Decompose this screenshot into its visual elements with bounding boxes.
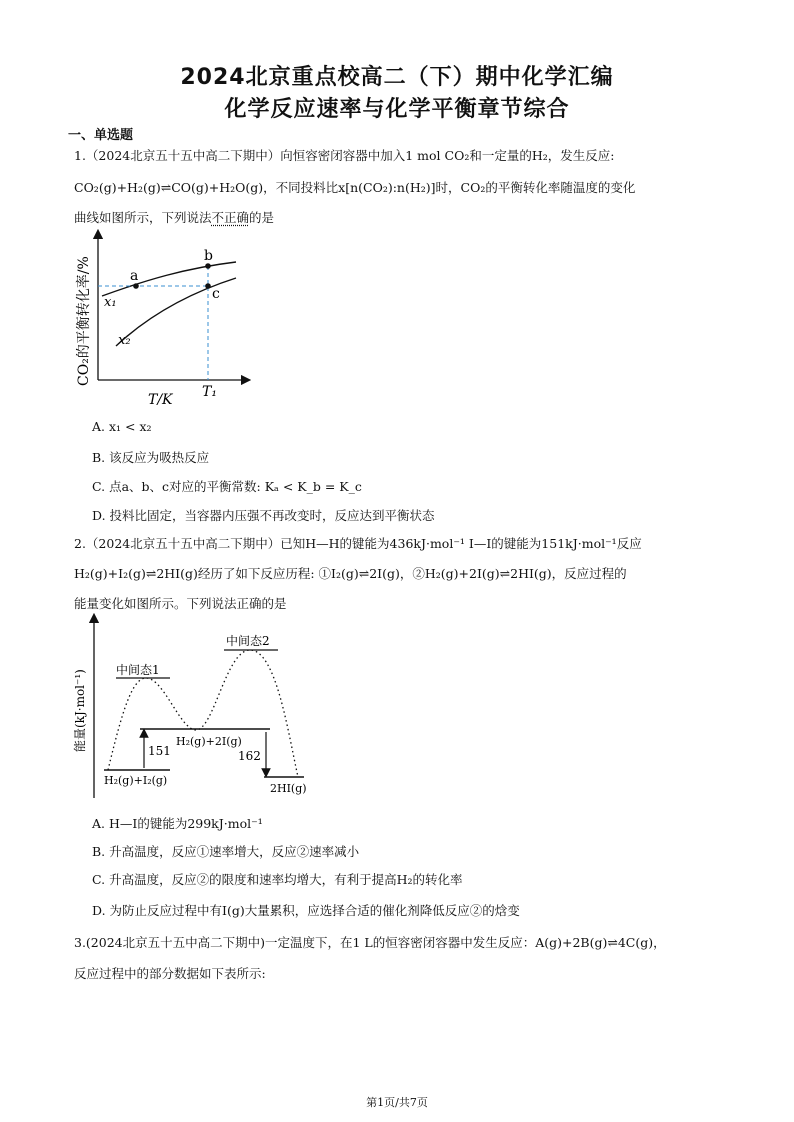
q1-x-axis-label: T/K <box>148 392 173 408</box>
q2-y-axis-label: 能量(kJ·mol⁻¹) <box>73 669 87 752</box>
q2-mid-state-label: H₂(g)+2I(g) <box>176 735 242 748</box>
q2-option-d[interactable]: D. 为防止反应过程中有I(g)大量累积，应选择合适的催化剂降低反应②的焓变 <box>92 903 520 918</box>
q1-option-c[interactable]: C. 点a、b、c对应的平衡常数: Kₐ < K_b = K_c <box>92 479 362 494</box>
q1-line1: 1.（2024北京五十五中高二下期中）向恒容密闭容器中加入1 mol CO₂和一定量的H₂，发生反应: <box>74 148 615 163</box>
q1-point-b <box>205 263 211 269</box>
q1-option-b[interactable]: B. 该反应为吸热反应 <box>92 450 210 465</box>
q2-option-a[interactable]: A. H—I的键能为299kJ·mol⁻¹ <box>92 816 263 831</box>
q2-ts2-label: 中间态2 <box>226 634 270 648</box>
q2-delta2-label: 162 <box>238 749 261 763</box>
document-title-line1: 2024北京重点校高二（下）期中化学汇编 <box>180 65 614 90</box>
q1-t1-label: T₁ <box>202 384 217 400</box>
q1-label-x2: x₂ <box>118 333 131 348</box>
document-title-line2: 化学反应速率与化学平衡章节综合 <box>224 97 570 122</box>
q1-line3-pre: 曲线如图所示，下列说法 <box>74 210 212 225</box>
q1-line3-emphasis: 不正确 <box>211 210 250 225</box>
q1-point-c <box>205 283 211 289</box>
q2-line3: 能量变化如图所示。下列说法正确的是 <box>74 596 287 611</box>
q2-end-state-label: 2HI(g) <box>270 782 307 795</box>
q1-line3 <box>74 208 274 226</box>
q1-line2: CO₂(g)+H₂(g)⇌CO(g)+H₂O(g)，不同投料比x[n(CO₂):n(H₂)]时，CO₂的平衡转化率随温度的变化 <box>74 180 636 195</box>
q2-line1: 2.（2024北京五十五中高二下期中）已知H—H的键能为436kJ·mol⁻¹ I—I的键能为151kJ·mol⁻¹反应 <box>74 536 642 551</box>
page-footer: 第1页/共7页 <box>366 1096 428 1109</box>
q1-label-c: c <box>212 286 220 302</box>
q2-ts1-label: 中间态1 <box>116 663 160 677</box>
q1-point-a <box>133 283 139 289</box>
q1-line3-post: 的是 <box>249 210 275 225</box>
q3-line2: 反应过程中的部分数据如下表所示: <box>74 966 266 981</box>
q1-option-d[interactable]: D. 投料比固定，当容器内压强不再改变时，反应达到平衡状态 <box>92 508 435 523</box>
q3-line1: 3.(2024北京五十五中高二下期中)一定温度下，在1 L的恒容密闭容器中发生反应：A(g)+2B(g)⇌4C(g)， <box>74 935 666 950</box>
q1-option-a[interactable]: A. x₁ < x₂ <box>92 419 152 434</box>
q1-label-a: a <box>130 268 139 284</box>
q2-option-c[interactable]: C. 升高温度，反应②的限度和速率均增大，有利于提高H₂的转化率 <box>92 872 463 887</box>
q2-delta1-label: 151 <box>148 744 171 758</box>
q1-conversion-chart <box>66 228 256 408</box>
q2-option-b[interactable]: B. 升高温度，反应①速率增大，反应②速率减小 <box>92 844 360 859</box>
q1-label-b: b <box>204 248 213 264</box>
q1-y-axis-label: CO₂的平衡转化率/% <box>76 256 92 386</box>
q1-label-x1: x₁ <box>104 295 117 310</box>
q2-energy-diagram <box>64 612 314 804</box>
q2-line2: H₂(g)+I₂(g)⇌2HI(g)经历了如下反应历程: ①I₂(g)⇌2I(g)，②H₂(g)+2I(g)⇌2HI(g)，反应过程的 <box>74 566 627 581</box>
q2-start-state-label: H₂(g)+I₂(g) <box>104 774 168 787</box>
section-heading: 一、单选题 <box>68 128 134 143</box>
